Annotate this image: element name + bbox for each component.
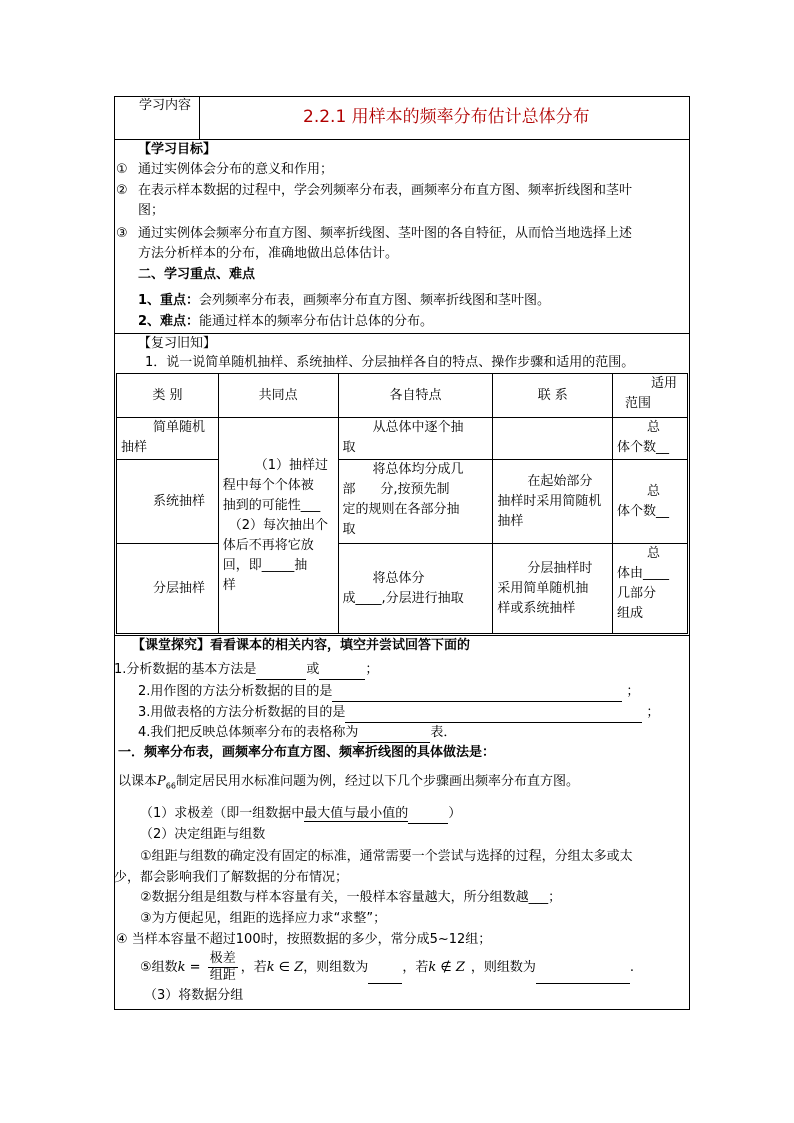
question-3: 3.用做表格的方法分析数据的目的是 ； xyxy=(138,703,659,723)
review-heading: 【复习旧知】 xyxy=(138,336,217,351)
table-header-row xyxy=(117,374,688,418)
blank[interactable] xyxy=(345,708,642,723)
blank[interactable] xyxy=(256,665,306,680)
paragraph-5: ⑤组数k = $\frac{\text{极差}}{\text{组距}}$ ，若k ∈ Z，则组数为 ，若k ∉ Z ，则组数为 . xyxy=(140,951,635,983)
objective-text-cont: 方法分析样本的分布，准确地做出总体估计。 xyxy=(138,246,399,261)
table-cell: 将总体分 成____,分层进行抽取 xyxy=(338,544,493,634)
blank[interactable] xyxy=(536,969,630,984)
table-cell: 从总体中逐个抽 取 xyxy=(338,418,493,460)
table-cell: 总 体个数__ xyxy=(613,460,688,544)
blank[interactable] xyxy=(332,687,622,702)
objective-text-cont: 图； xyxy=(138,203,165,218)
header-label: 学习内容 xyxy=(139,98,192,113)
table-cell: 分层抽样时 采用简单随机抽 样或系统抽样 xyxy=(493,544,613,634)
table-cell: 系统抽样 xyxy=(117,460,219,544)
focus-text: 会列频率分布表，画频率分布直方图、频率折线图和茎叶图。 xyxy=(199,293,551,308)
question-2: 2.用作图的方法分析数据的目的是 ； xyxy=(138,682,639,702)
difficulty-text: 能通过样本的频率分布估计总体的分布。 xyxy=(199,314,434,329)
table-cell: 在起始部分 抽样时采用简随机 抽样 xyxy=(493,460,613,544)
table-cell: 总 体个数__ xyxy=(613,418,688,460)
question-4: 4.我们把反映总体频率分布的表格称为 表． xyxy=(138,723,456,743)
intro-line: 以课本$P_{66}$制定居民用水标准问题为例，经过以下几个步骤画出频率分布直方图。 xyxy=(118,774,579,791)
explore-heading: 【课堂探究】看看课本的相关内容，填空并尝试回答下面的 xyxy=(132,638,471,653)
objective-num: ② xyxy=(116,183,128,198)
difficulty-label: 2、难点： xyxy=(138,314,200,329)
step-2: （2）决定组距与组数 xyxy=(140,827,266,842)
review-question: 1．说一说简单随机抽样、系统抽样、分层抽样各自的特点、操作步骤和适用的范围。 xyxy=(145,355,635,370)
paragraph-1: ①组距与组数的确定没有固定的标准，通常需要一个尝试与选择的过程，分组太多或太 xyxy=(140,849,633,864)
objectives-heading: 【学习目标】 xyxy=(138,142,217,157)
sampling-table xyxy=(116,373,688,634)
objective-text: 通过实例体会频率分布直方图、频率折线图、茎叶图的各自特征，从而恰当地选择上述 xyxy=(138,226,633,241)
table-cell xyxy=(493,418,613,460)
focus-line xyxy=(138,291,550,311)
question-1: 1.分析数据的基本方法是 或 ； xyxy=(114,660,378,680)
paragraph-3: ③为方便起见，组距的选择应力求“求整”； xyxy=(140,911,387,926)
table-row xyxy=(117,418,688,460)
blank[interactable] xyxy=(319,665,365,680)
table-header-cell: 联 系 xyxy=(493,374,613,418)
page-title: 2.2.1 用样本的频率分布估计总体分布 xyxy=(303,107,590,127)
step-3: （3）将数据分组 xyxy=(144,988,244,1003)
keypoints-heading: 二、学习重点、难点 xyxy=(138,267,256,282)
paragraph-4: ④ 当样本容量不超过100时，按照数据的多少，常分成5~12组； xyxy=(116,932,492,947)
difficulty-line xyxy=(138,312,433,332)
table-header-cell: 各自特点 xyxy=(338,374,493,418)
divider xyxy=(199,97,200,139)
objective-text: 在表示样本数据的过程中，学会列频率分布表，画频率分布直方图、频率折线图和茎叶 xyxy=(138,183,633,198)
blank[interactable] xyxy=(358,728,430,743)
table-header-cell: 适用范围 xyxy=(613,374,688,418)
table-cell: 将总体均分成几 部 分,按预先制 定的规则在各部分抽 取 xyxy=(338,460,493,544)
table-row xyxy=(117,460,688,544)
objective-num: ③ xyxy=(116,226,128,241)
step-1: （1）求极差（即一组数据中最大值与最小值的 ） xyxy=(140,804,461,824)
blank[interactable] xyxy=(368,969,402,984)
paragraph-1-cont: 少，都会影响我们了解数据的分布情况； xyxy=(114,870,349,885)
blank[interactable] xyxy=(408,809,448,824)
objective-text: 通过实例体会分布的意义和作用； xyxy=(138,162,334,177)
section-heading: 一．频率分布表，画频率分布直方图、频率折线图的具体做法是： xyxy=(118,745,496,760)
table-cell: 分层抽样 xyxy=(117,544,219,634)
paragraph-2: ②数据分组是组数与样本容量有关，一般样本容量越大，所分组数越___； xyxy=(140,890,562,905)
focus-label: 1、重点： xyxy=(138,293,200,308)
table-row xyxy=(117,544,688,634)
table-cell: 简单随机 抽样 xyxy=(117,418,219,460)
objective-num: ① xyxy=(116,162,128,177)
table-header-cell: 共同点 xyxy=(218,374,338,418)
group-count-fraction: $\frac{\text{极差}}{\text{组距}}$ xyxy=(209,951,236,983)
common-points-cell: （1）抽样过 程中每个个体被 抽到的可能性___ （2）每次抽出个 体后不再将它放 回，即_____抽 样 xyxy=(218,418,338,634)
table-cell: 总 体由____ 几部分 组成 xyxy=(613,544,688,634)
table-header-cell: 类 别 xyxy=(117,374,219,418)
